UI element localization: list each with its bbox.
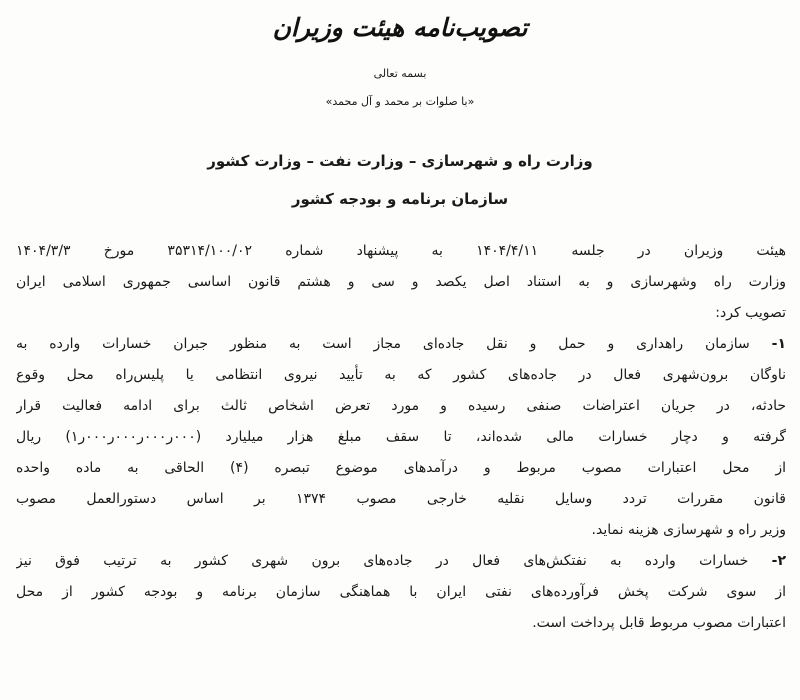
ministries-heading: وزارت راه و شهرسازی – وزارت نفت – وزارت کشور — [207, 152, 593, 170]
clause-1-text: سازمان راهداری و حمل و نقل جاده‌ای مجاز است به منظور جبران خسارات وارده به — [16, 336, 750, 352]
intro-line: وزارت راه وشهرسازی و به استناد اصل یکصد و سی و هشتم قانون اساسی جمهوری اسلامی ایران — [16, 274, 786, 290]
decree-body — [16, 236, 786, 639]
clause-1-line — [16, 329, 786, 360]
clause-1-line: وزیر راه و شهرسازی هزینه نماید. — [591, 522, 786, 538]
salawat-text: «با صلوات بر محمد و آل محمد» — [325, 95, 475, 108]
clause-1-line: قانون مقررات تردد وسایل نقلیه خارجی مصوب ۱۳۷۴ بر اساس دستورالعمل مصوب — [16, 491, 786, 507]
clause-2-line: اعتبارات مصوب مربوط قابل پرداخت است. — [532, 615, 786, 631]
organization-heading: سازمان برنامه و بودجه کشور — [291, 190, 509, 208]
clause-1-line: گرفته و دچار خسارات مالی شده‌اند، تا سقف مبلغ هزار میلیارد (۰۰۰ر۰۰۰ر۰۰۰ر۰۰۰ر۱) ریال — [16, 429, 786, 445]
clause-2-number: ۲- — [771, 553, 786, 569]
clause-2-line: از سوی شرکت پخش فرآورده‌های نفتی ایران با هماهنگی سازمان برنامه و بودجه کشور از محل — [16, 584, 786, 600]
clause-1-line: حادثه، در جریان اعتراضات صنفی رسیده و مورد تعرض اشخاص ثالث برای ادامه فعالیت قرار — [16, 398, 786, 414]
clause-1-number: ۱- — [771, 336, 786, 352]
intro-line: هیئت وزیران در جلسه ۱۴۰۴/۴/۱۱ به پیشنهاد شماره ۳۵۳۱۴/۱۰۰/۰۲ مورخ ۱۴۰۴/۳/۳ — [16, 243, 786, 259]
basmala-text: بسمه تعالی — [373, 67, 427, 80]
clause-2-text: خسارات وارده به نفتکش‌های فعال در جاده‌های برون شهری کشور به ترتیب فوق نیز — [16, 553, 749, 569]
clause-2-line — [16, 546, 786, 577]
clause-1-line: ناوگان برون‌شهری فعال در جاده‌های کشور که به تأیید نیروی انتظامی یا پلیس‌راه محل وقوع — [16, 367, 786, 383]
decree-header-title: تصویب‌نامه هیئت وزیران — [272, 13, 528, 42]
intro-line: تصویب کرد: — [715, 305, 786, 321]
clause-1-line: از محل اعتبارات مصوب مربوط و درآمدهای موضوع تبصره (۴) الحاقی به ماده واحده — [16, 460, 786, 476]
